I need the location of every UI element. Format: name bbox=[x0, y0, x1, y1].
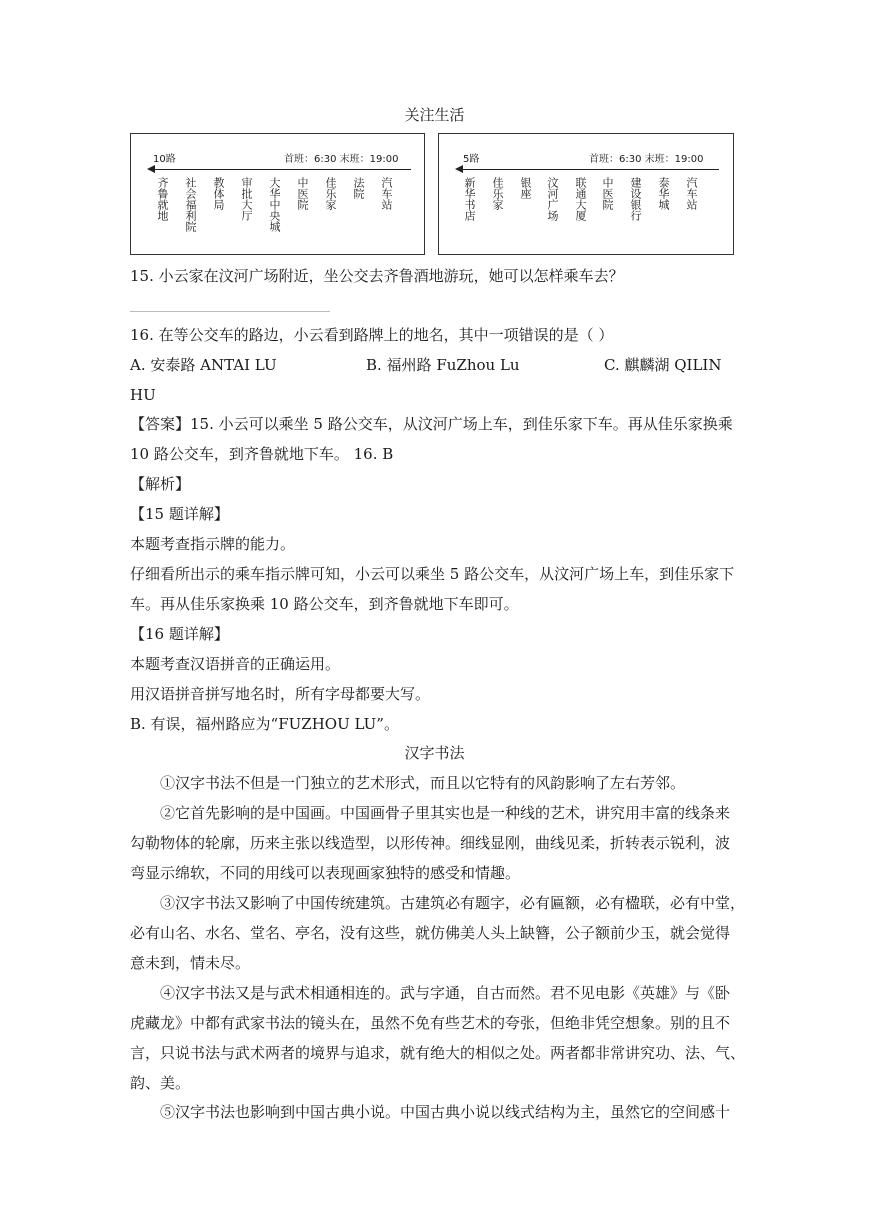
detail-16-text: 用汉语拼音拼写地名时，所有字母都要大写。 bbox=[130, 685, 431, 703]
bus-stop: 银座 bbox=[519, 177, 532, 199]
detail-15-heading: 【15 题详解】 bbox=[130, 505, 229, 523]
bus-stop: 教体局 bbox=[212, 177, 225, 210]
detail-16-text: B. 有误，福州路应为“FUZHOU LU”。 bbox=[130, 715, 399, 733]
bus-stop: 泰华城 bbox=[657, 177, 670, 210]
bus-sign-route-5 bbox=[438, 133, 734, 255]
answer-divider bbox=[130, 311, 330, 312]
paragraph-1: ①汉字书法不但是一门独立的艺术形式，而且以它特有的风韵影响了左右芳邻。 bbox=[160, 774, 686, 792]
bus-stop: 中医院 bbox=[601, 177, 614, 210]
section-heading-life: 关注生活 bbox=[404, 106, 465, 124]
bus-stop: 佳乐家 bbox=[324, 177, 337, 210]
answer-line-1: 【答案】15. 小云可以乘坐 5 路公交车，从汶河广场上车，到佳乐家下车。再从佳乐家换乘 bbox=[130, 415, 733, 433]
bus-stop: 中医院 bbox=[296, 177, 309, 210]
paragraph-3: ③汉字书法又影响了中国传统建筑。古建筑必有题字，必有匾额，必有楹联，必有中堂， bbox=[160, 894, 746, 912]
detail-16-text: 本题考查汉语拼音的正确运用。 bbox=[130, 655, 341, 673]
schedule-times: 首班：6:30 末班：19:00 bbox=[284, 154, 399, 165]
question-16: 16. 在等公交车的路边，小云看到路牌上的地名，其中一项错误的是（ ） bbox=[130, 326, 614, 344]
bus-stop: 法院 bbox=[352, 177, 365, 199]
paragraph-4-line: 韵、美。 bbox=[130, 1074, 191, 1092]
option-c-continued: HU bbox=[130, 386, 156, 404]
detail-16-heading: 【16 题详解】 bbox=[130, 625, 229, 643]
bus-sign-route-10 bbox=[130, 133, 425, 255]
answer-line-2: 10 路公交车，到齐鲁就地下车。 16. B bbox=[130, 445, 394, 463]
paragraph-4: ④汉字书法又是与武术相通相连的。武与字通，自古而然。君不见电影《英雄》与《卧 bbox=[160, 984, 731, 1002]
bus-stop: 佳乐家 bbox=[491, 177, 504, 210]
paragraph-3-line: 必有山名、水名、堂名、亭名，没有这些，就仿佛美人头上缺簪，公子额前少玉，就会觉得 bbox=[130, 924, 731, 942]
bus-stop: 汽车站 bbox=[685, 177, 698, 210]
bus-stop: 大华中央城 bbox=[268, 177, 281, 232]
bus-stop: 社会福利院 bbox=[184, 177, 197, 232]
detail-15-text: 仔细看所出示的乘车指示牌可知，小云可以乘坐 5 路公交车，从汶河广场上车，到佳乐家下 bbox=[130, 565, 735, 583]
detail-15-text: 本题考查指示牌的能力。 bbox=[130, 535, 296, 553]
analysis-heading: 【解析】 bbox=[130, 475, 191, 493]
schedule-times: 首班：6:30 末班：19:00 bbox=[589, 154, 704, 165]
bus-stop: 汶河广场 bbox=[546, 177, 559, 221]
route-line bbox=[153, 169, 411, 170]
route-number: 5路 bbox=[463, 154, 480, 165]
bus-stop: 汽车站 bbox=[380, 177, 393, 210]
option-c: C. 麒麟湖 QILIN bbox=[604, 356, 722, 374]
paragraph-4-line: 虎藏龙》中都有武家书法的镜头在，虽然不免有些艺术的夸张，但绝非凭空想象。别的且不 bbox=[130, 1014, 731, 1032]
option-b: B. 福州路 FuZhou Lu bbox=[366, 356, 520, 374]
detail-15-text: 车。再从佳乐家换乘 10 路公交车，到齐鲁就地下车即可。 bbox=[130, 595, 519, 613]
paragraph-3-line: 意未到，情未尽。 bbox=[130, 954, 251, 972]
option-a: A. 安泰路 ANTAI LU bbox=[130, 356, 277, 374]
bus-stop: 联通大厦 bbox=[574, 177, 587, 221]
question-15: 15. 小云家在汶河广场附近，坐公交去齐鲁酒地游玩，她可以怎样乘车去？ bbox=[130, 267, 624, 285]
bus-stop: 齐鲁就地 bbox=[156, 177, 169, 221]
paragraph-4-line: 言，只说书法与武术两者的境界与追求，就有绝大的相似之处。两者都非常讲究功、法、气、 bbox=[130, 1044, 746, 1062]
route-number: 10路 bbox=[153, 154, 176, 165]
paragraph-2-line: 弯显示绵软，不同的用线可以表现画家独特的感受和情趣。 bbox=[130, 864, 521, 882]
bus-stop: 新华书店 bbox=[463, 177, 476, 221]
bus-stop: 建设银行 bbox=[629, 177, 642, 221]
bus-stop: 审批大厅 bbox=[240, 177, 253, 221]
section-heading-calligraphy: 汉字书法 bbox=[404, 744, 465, 762]
paragraph-2-line: 勾勒物体的轮廓，历来主张以线造型，以形传神。细线显刚，曲线见柔，折转表示锐利，波 bbox=[130, 834, 731, 852]
paragraph-5: ⑤汉字书法也影响到中国古典小说。中国古典小说以线式结构为主，虽然它的空间感十 bbox=[160, 1103, 731, 1121]
route-line bbox=[461, 169, 719, 170]
paragraph-2: ②它首先影响的是中国画。中国画骨子里其实也是一种线的艺术，讲究用丰富的线条来 bbox=[160, 804, 731, 822]
